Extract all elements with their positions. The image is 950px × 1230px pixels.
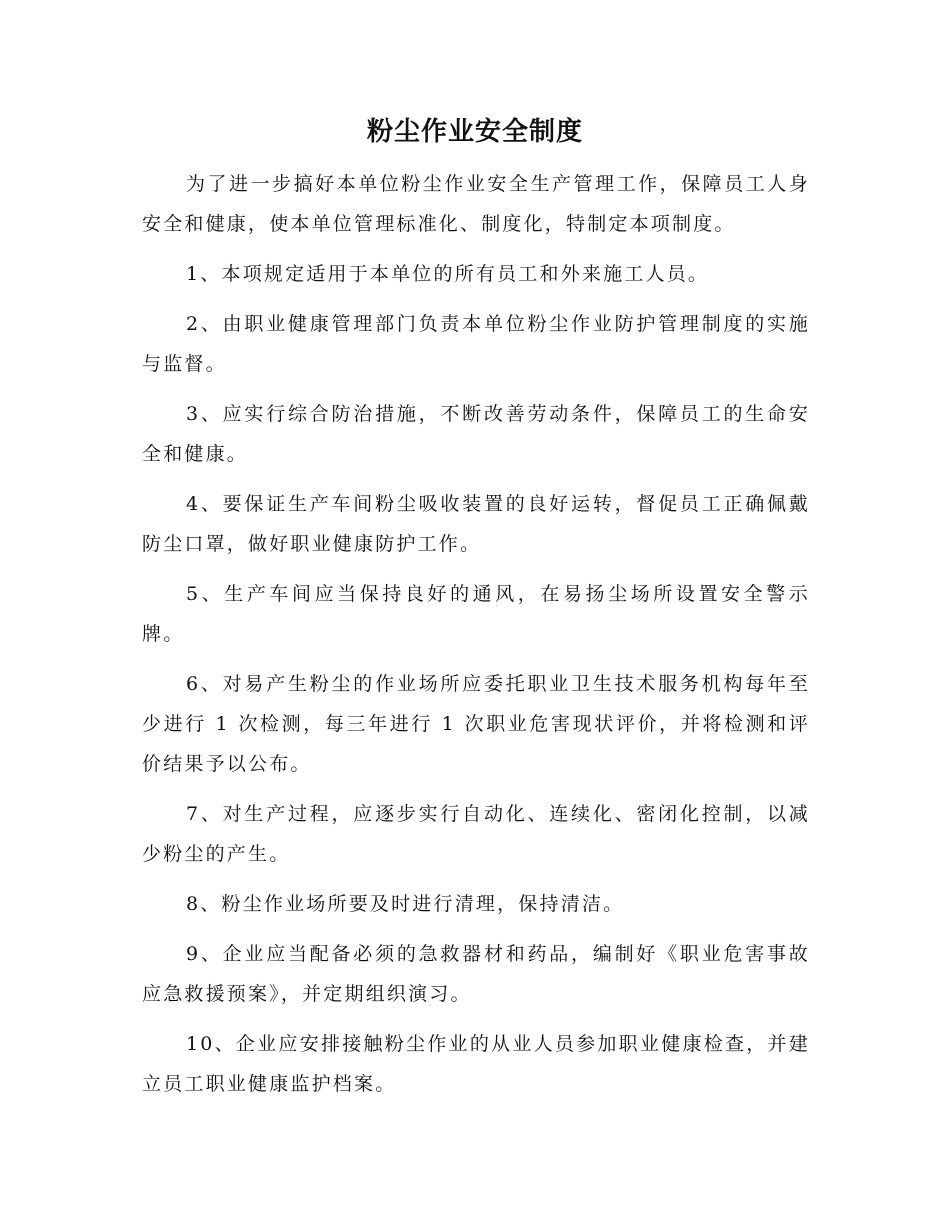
rule-item-2: 2、由职业健康管理部门负责本单位粉尘作业防护管理制度的实施与监督。 — [142, 313, 810, 375]
rule-item-7: 7、对生产过程，应逐步实行自动化、连续化、密闭化控制，以减少粉尘的产生。 — [142, 803, 810, 865]
document-title: 粉尘作业安全制度 — [366, 117, 583, 147]
intro-paragraph: 为了进一步搞好本单位粉尘作业安全生产管理工作，保障员工人身安全和健康，使本单位管理标准化、制度化，特制定本项制度。 — [142, 173, 810, 235]
rule-item-9: 9、企业应当配备必须的急救器材和药品，编制好《职业危害事故应急救援预案》，并定期组织演习。 — [142, 943, 810, 1005]
rule-item-10: 10、企业应安排接触粉尘作业的从业人员参加职业健康检查，并建立员工职业健康监护档案。 — [142, 1033, 810, 1095]
rule-item-5: 5、生产车间应当保持良好的通风，在易扬尘场所设置安全警示牌。 — [142, 583, 810, 645]
rule-item-3: 3、应实行综合防治措施，不断改善劳动条件，保障员工的生命安全和健康。 — [142, 403, 810, 465]
document-body — [142, 164, 810, 1114]
rule-item-6: 6、对易产生粉尘的作业场所应委托职业卫生技术服务机构每年至少进行 1 次检测，每三年进行 1 次职业危害现状评价，并将检测和评价结果予以公布。 — [142, 673, 810, 775]
rule-item-1: 1、本项规定适用于本单位的所有员工和外来施工人员。 — [186, 263, 710, 285]
rule-item-8: 8、粉尘作业场所要及时进行清理，保持清洁。 — [186, 893, 625, 915]
rule-item-4: 4、要保证生产车间粉尘吸收装置的良好运转，督促员工正确佩戴防尘口罩，做好职业健康防护工作。 — [142, 493, 810, 555]
